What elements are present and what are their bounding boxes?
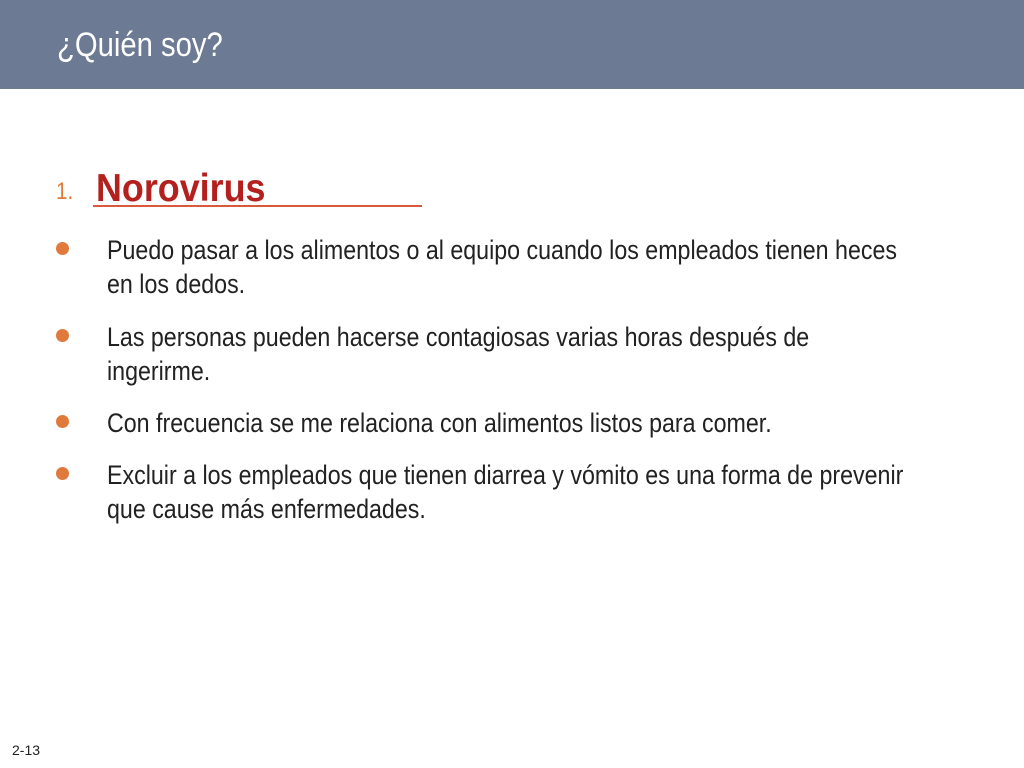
bullet-text: Con frecuencia se me relaciona con alimentos listos para comer. xyxy=(107,408,772,438)
slide-title: ¿Quién soy? xyxy=(57,26,223,64)
bullet-dot-icon xyxy=(56,329,69,342)
bullet-dot-icon xyxy=(56,242,69,255)
bullet-text: Excluir a los empleados que tienen diarrea y vómito es una forma de prevenir que cause más enfermedades. xyxy=(107,460,904,524)
bullet-dot-icon xyxy=(56,415,69,428)
item-number: 1. xyxy=(56,178,74,205)
page-number: 2-13 xyxy=(12,742,41,758)
answer-text: Norovirus xyxy=(96,167,266,210)
bullet-dot-icon xyxy=(56,467,69,480)
header-bar xyxy=(0,0,1024,89)
bullet-text: Puedo pasar a los alimentos o al equipo cuando los empleados tienen heces en los dedos. xyxy=(107,235,898,299)
bullet-text: Las personas pueden hacerse contagiosas varias horas después de ingerirme. xyxy=(107,322,810,386)
